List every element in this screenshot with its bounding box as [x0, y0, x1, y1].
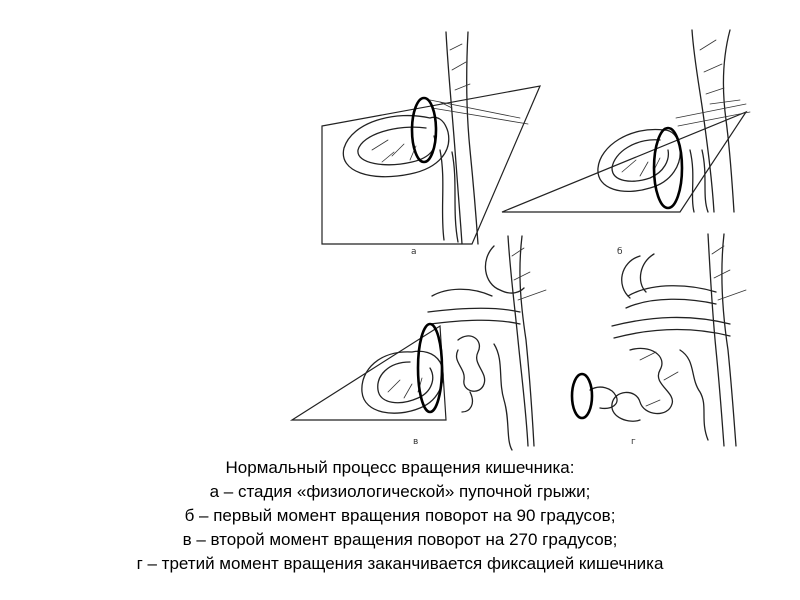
panel-c-small-bowel — [456, 336, 484, 412]
panel-b-drawing — [502, 30, 750, 212]
panel-d-appendix — [590, 387, 617, 408]
panel-b-colon — [690, 150, 708, 212]
caption-line-c: в – второй момент вращения поворот на 270 градусов; — [182, 530, 618, 549]
panel-a-plane — [322, 86, 540, 244]
figure-caption — [0, 456, 800, 576]
panel-c-drawing — [292, 236, 546, 450]
panel-d-drawing — [572, 234, 746, 446]
panel-c-aorta — [508, 236, 528, 446]
caption-line-b: б – первый момент вращения поворот на 90 градусов; — [184, 506, 616, 525]
panel-label-a: а — [411, 247, 417, 257]
panel-label-d: г — [631, 437, 636, 447]
panel-a-colon — [440, 150, 458, 242]
panel-label-c: в — [413, 437, 419, 447]
panel-label-b: б — [617, 247, 623, 257]
caption-line-d: г – третий момент вращения заканчивается фиксацией кишечника — [136, 554, 664, 573]
panel-b-ring — [654, 128, 682, 208]
panel-c-loop — [362, 351, 443, 413]
panel-d-colon-transverse — [626, 286, 716, 308]
caption-line-a: а – стадия «физиологической» пупочной грыжи; — [209, 482, 591, 501]
caption-title: Нормальный процесс вращения кишечника: — [225, 458, 575, 477]
panel-d-ring — [572, 374, 592, 418]
